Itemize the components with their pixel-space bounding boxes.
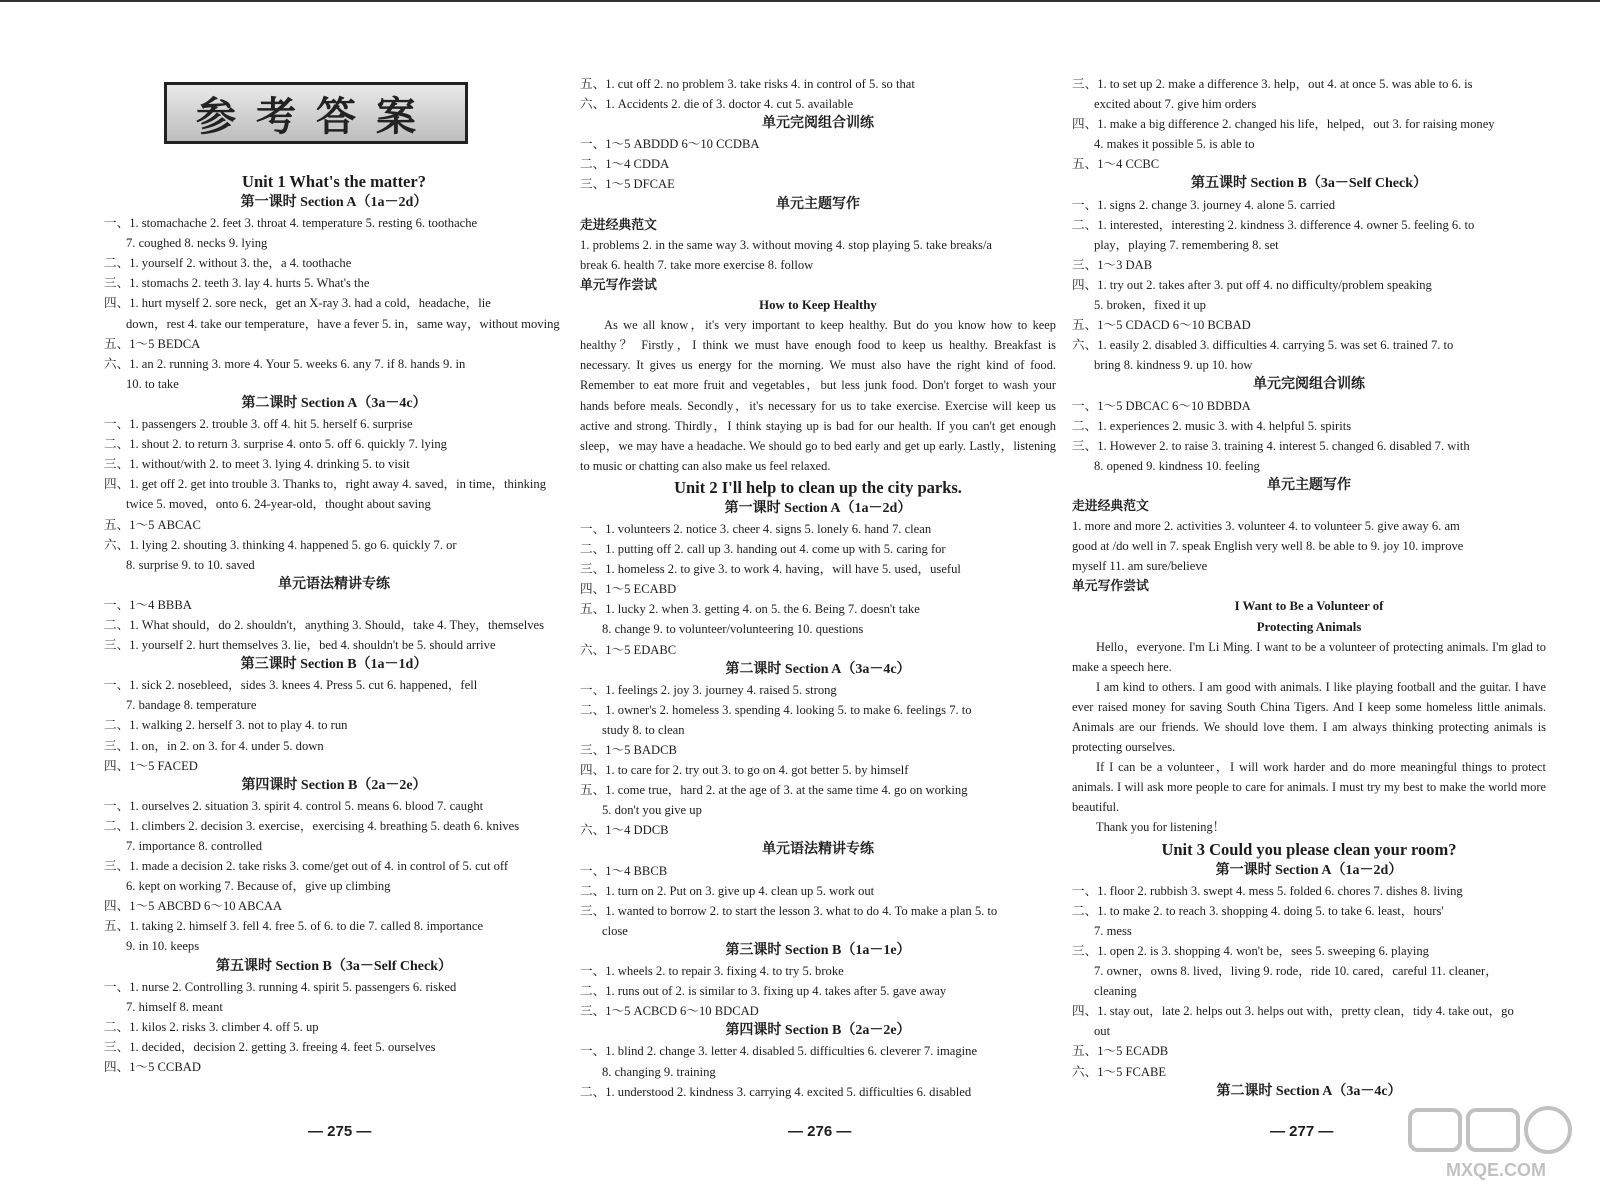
answer-line-continued: out xyxy=(1094,1024,1111,1039)
answer-line-continued: 4. makes it possible 5. is able to xyxy=(1094,137,1255,152)
answer-line: 五、1～5 ECADB xyxy=(1072,1044,1169,1059)
answer-line-continued: 10. to take xyxy=(126,376,179,391)
watermark-text: MXQE.COM xyxy=(1445,1160,1547,1180)
answer-line: 四、1～5 CCBAD xyxy=(104,1060,201,1075)
answer-line: 三、1. However 2. to raise 3. training 4. interest 5. changed 6. disabled 7. with xyxy=(1072,438,1470,453)
answer-line: 六、1. Accidents 2. die of 3. doctor 4. cut 5. available xyxy=(580,97,854,112)
answer-line: 二、1. interested，interesting 2. kindness 3. difference 4. owner 5. feeling 6. to xyxy=(1072,217,1475,232)
answer-line: 二、1. yourself 2. without 3. the，a 4. toothache xyxy=(104,256,352,271)
section-heading: 第二课时 Section A（3a－4c） xyxy=(725,661,911,677)
answer-line: 二、1～4 CDDA xyxy=(580,157,670,172)
answer-line: 一、1. passengers 2. trouble 3. off 4. hit 5. herself 6. surprise xyxy=(104,417,413,432)
section-heading: 单元完阅组合训练 xyxy=(1253,377,1365,393)
answer-line: 一、1. signs 2. change 3. journey 4. alone 5. carried xyxy=(1072,197,1335,212)
section-heading: 第一课时 Section A（1a－2d） xyxy=(1215,862,1403,878)
answer-line: 六、1. an 2. running 3. more 4. Your 5. weeks 6. any 7. if 8. hands 9. in xyxy=(104,356,466,371)
answer-line: 二、1. experiences 2. music 3. with 4. helpful 5. spirits xyxy=(1072,418,1352,433)
answer-line: 四、1. stay out，late 2. helps out 3. helps out with，pretty clean，tidy 4. take out，go xyxy=(1072,1004,1514,1019)
answer-line: 五、1. come true，hard 2. at the age of 3. at the same time 4. go on working xyxy=(580,783,968,798)
answer-line: 三、1～5 ACBCD 6～10 BDCAD xyxy=(580,1004,759,1019)
subsection-label: 单元写作尝试 xyxy=(580,277,657,292)
answer-line-continued: twice 5. moved，onto 6. 24-year-old，thought about saving xyxy=(126,497,431,512)
answer-line-continued: 5. broken，fixed it up xyxy=(1094,298,1206,313)
answer-line: break 6. health 7. take more exercise 8. follow xyxy=(580,257,814,272)
answer-line: 一、1. ourselves 2. situation 3. spirit 4. control 5. means 6. blood 7. caught xyxy=(104,798,484,813)
essay-title: I Want to Be a Volunteer of xyxy=(1234,599,1384,614)
column-page-275 xyxy=(104,74,564,1077)
section-heading: 第四课时 Section B（2a－2e） xyxy=(241,777,427,793)
section-heading: 第一课时 Section A（1a－2d） xyxy=(240,195,428,210)
answer-line: 二、1. understood 2. kindness 3. carrying 4. excited 5. difficulties 6. disabled xyxy=(580,1084,972,1099)
answer-line: 二、1. kilos 2. risks 3. climber 4. off 5. up xyxy=(104,1019,319,1034)
answer-line-continued: down，rest 4. take our temperature，have a fever 5. in，same way，without moving xyxy=(126,316,560,331)
column-page-276 xyxy=(580,74,1056,1102)
section-heading: 第二课时 Section A（3a－4c） xyxy=(1216,1083,1402,1099)
answer-line: 三、1. without/with 2. to meet 3. lying 4. drinking 5. to visit xyxy=(104,457,410,472)
answer-line-continued: 6. kept on working 7. Because of，give up climbing xyxy=(126,879,391,894)
answer-line: 五、1. cut off 2. no problem 3. take risks 4. in control of 5. so that xyxy=(580,77,915,91)
answer-line: 四、1. try out 2. takes after 3. put off 4. no difficulty/problem speaking xyxy=(1072,277,1432,292)
unit-title: Unit 2 I'll help to clean up the city parks. xyxy=(674,477,962,497)
page-number-277: — 277 — xyxy=(1270,1123,1334,1140)
answer-line: 四、1. to care for 2. try out 3. to go on 4. got better 5. by himself xyxy=(580,763,909,778)
essay-paragraph: If I can be a volunteer，I will work harder and do more meaningful things to protect animals. I will ask more people to care for animals. I must try my best to make the world more beautiful. xyxy=(1072,760,1546,815)
answer-line-continued: 7. coughed 8. necks 9. lying xyxy=(126,236,268,251)
answer-line: 三、1. stomachs 2. teeth 3. lay 4. hurts 5. What's the xyxy=(104,276,370,291)
answer-line: 三、1. yourself 2. hurt themselves 3. lie，bed 4. shouldn't be 5. should arrive xyxy=(104,638,496,653)
answer-line-continued: 7. bandage 8. temperature xyxy=(126,698,257,713)
answer-line: 四、1. get off 2. get into trouble 3. Thanks to，right away 4. saved，in time，thinking xyxy=(104,477,547,492)
answer-line: 三、1. homeless 2. to give 3. to work 4. having，will have 5. used，useful xyxy=(580,562,961,577)
answer-line: 1. more and more 2. activities 3. volunteer 4. to volunteer 5. give away 6. am xyxy=(1072,519,1460,534)
answer-line: 二、1. putting off 2. call up 3. handing out 4. come up with 5. caring for xyxy=(580,542,946,557)
essay-paragraph: I am kind to others. I am good with animals. I like playing football and the guitar. I have ever raised money for saving South China Tigers. And I keep some homeless little animals. Animals are our friends. We should love them. I am always thinking protecting animals is protecting ourselves. xyxy=(1072,679,1546,755)
answer-line: good at /do well in 7. speak English very well 8. be able to 9. joy 10. improve xyxy=(1072,539,1464,554)
section-heading: 第五课时 Section B（3a－Self Check） xyxy=(1190,176,1428,192)
answer-line: 一、1. stomachache 2. feet 3. throat 4. temperature 5. resting 6. toothache xyxy=(104,216,478,231)
unit-title: Unit 3 Could you please clean your room? xyxy=(1161,839,1457,859)
essay-body xyxy=(1072,637,1546,838)
answer-line: 二、1. runs out of 2. is similar to 3. fixing up 4. takes after 5. gave away xyxy=(580,984,947,999)
section-heading: 单元主题写作 xyxy=(776,196,860,212)
answer-line-continued: play，playing 7. remembering 8. set xyxy=(1094,237,1279,252)
section-heading: 第三课时 Section B（1a－1d） xyxy=(240,657,428,673)
answer-line: 四、1～5 ABCBD 6～10 ABCAA xyxy=(104,899,283,914)
answer-line: 二、1. turn on 2. Put on 3. give up 4. clean up 5. work out xyxy=(580,883,875,898)
page-number-275: — 275 — xyxy=(308,1123,372,1140)
page-number-276: — 276 — xyxy=(788,1123,852,1140)
answer-line: 六、1～4 DDCB xyxy=(580,823,669,838)
answer-line-continued: 8. opened 9. kindness 10. feeling xyxy=(1094,458,1260,473)
answer-line: 五、1～5 ABCAC xyxy=(104,517,201,532)
answer-line: 一、1. blind 2. change 3. letter 4. disabled 5. difficulties 6. cleverer 7. imagine xyxy=(580,1044,978,1059)
answer-line-continued: cleaning xyxy=(1094,984,1137,999)
essay-body xyxy=(580,315,1056,476)
answer-line-continued: excited about 7. give him orders xyxy=(1094,97,1257,112)
section-heading: 第四课时 Section B（2a－2e） xyxy=(725,1023,911,1039)
answer-line-continued: study 8. to clean xyxy=(602,722,685,737)
essay-paragraph: Hello，everyone. I'm Li Ming. I want to be a volunteer of protecting animals. I'm glad to make a speech here. xyxy=(1072,639,1546,674)
answer-line-continued: 8. change 9. to volunteer/volunteering 10. questions xyxy=(602,622,864,637)
answer-line: 四、1～5 FACED xyxy=(104,758,198,773)
answer-line: 三、1. open 2. is 3. shopping 4. won't be，sees 5. sweeping 6. playing xyxy=(1072,943,1429,958)
essay-title: How to Keep Healthy xyxy=(759,298,877,313)
answer-line-continued: 8. surprise 9. to 10. saved xyxy=(126,557,255,572)
section-heading: 第五课时 Section B（3a－Self Check） xyxy=(215,958,453,974)
answer-line: 一、1. wheels 2. to repair 3. fixing 4. to try 5. broke xyxy=(580,964,844,979)
section-heading: 第三课时 Section B（1a－1e） xyxy=(725,942,911,958)
answer-line: 三、1～3 DAB xyxy=(1072,257,1153,272)
essay-title: Protecting Animals xyxy=(1256,619,1362,634)
watermark-logo xyxy=(1406,1104,1586,1182)
section-heading: 第一课时 Section A（1a－2d） xyxy=(724,500,912,516)
section-heading: 单元完阅组合训练 xyxy=(762,116,874,132)
answer-line: 二、1. to make 2. to reach 3. shopping 4. doing 5. to take 6. least，hours' xyxy=(1072,903,1444,918)
answer-line: 一、1. volunteers 2. notice 3. cheer 4. signs 5. lonely 6. hand 7. clean xyxy=(580,521,932,536)
answer-line-continued: 9. in 10. keeps xyxy=(126,939,200,954)
section-heading: 第二课时 Section A（3a－4c） xyxy=(241,395,427,411)
answer-line: 一、1～4 BBCB xyxy=(580,863,668,878)
answer-line: 二、1. What should，do 2. shouldn't，anything 3. Should，take 4. They，themselves xyxy=(104,617,544,632)
essay-paragraph: As we all know，it's very important to keep healthy. But do you know how to keep healthy？ Firstly，I think we must have enough food to keep us healthy. Breakfast is necessary. It gives us energy for the morning. We must also have the right kind of food. Remember to eat more fruit and vegetables，but less junk food. Don't forget to wash your hands before meals. Secondly，it's necessary for us to take exercise. Exercise will keep us active and strong. Thirdly，I think staying up is bad for our health. If you can't get enough sleep，we may have a headache. We should go to bed early and get up early. Lastly，listening to music or chatting can also make us feel relaxed. xyxy=(580,318,1056,473)
answer-line: 四、1. hurt myself 2. sore neck，get an X-ray 3. had a cold，headache，lie xyxy=(104,296,491,311)
answer-line-continued: 7. mess xyxy=(1094,923,1132,938)
answer-line: 三、1～5 BADCB xyxy=(580,743,677,757)
answer-line-continued: 7. himself 8. meant xyxy=(126,999,223,1014)
answer-line: 1. problems 2. in the same way 3. without moving 4. stop playing 5. take breaks/a xyxy=(580,237,993,252)
answer-line-continued: 5. don't you give up xyxy=(602,803,702,818)
essay-paragraph: Thank you for listening！ xyxy=(1096,820,1226,835)
answer-line: 一、1～5 DBCAC 6～10 BDBDA xyxy=(1072,398,1251,413)
spacer xyxy=(104,74,564,122)
answer-line: 三、1. made a decision 2. take risks 3. come/get out of 4. in control of 5. cut off xyxy=(104,859,509,874)
unit-title: Unit 1 What's the matter? xyxy=(242,172,426,191)
subsection-label: 走进经典范文 xyxy=(1072,498,1149,513)
answer-line: 三、1. to set up 2. make a difference 3. help，out 4. at once 5. was able to 6. is xyxy=(1072,77,1473,91)
answer-line: 五、1. taking 2. himself 3. fell 4. free 5. of 6. to die 7. called 8. importance xyxy=(104,919,484,934)
answer-line: 六、1～5 FCABE xyxy=(1072,1064,1167,1079)
answer-line: 二、1. owner's 2. homeless 3. spending 4. looking 5. to make 6. feelings 7. to xyxy=(580,702,972,717)
answer-line: 四、1～5 ECABD xyxy=(580,582,677,597)
answer-line: 二、1. climbers 2. decision 3. exercise，exercising 4. breathing 5. death 6. knives xyxy=(104,818,520,833)
answer-line-continued: 7. owner，owns 8. lived，living 9. rode，ride 10. cared，careful 11. cleaner， xyxy=(1094,964,1498,979)
subsection-label: 单元写作尝试 xyxy=(1072,579,1149,594)
answer-line: 六、1. lying 2. shouting 3. thinking 4. happened 5. go 6. quickly 7. or xyxy=(104,537,457,552)
answer-line: 三、1. wanted to borrow 2. to start the lesson 3. what to do 4. To make a plan 5. to xyxy=(580,903,998,918)
answer-line: 五、1～5 CDACD 6～10 BCBAD xyxy=(1072,318,1251,333)
answer-line: 五、1～4 CCBC xyxy=(1072,157,1160,172)
answer-line: 六、1～5 EDABC xyxy=(580,642,677,657)
answer-line: 六、1. easily 2. disabled 3. difficulties 4. carrying 5. was set 6. trained 7. to xyxy=(1072,338,1454,353)
section-heading: 单元主题写作 xyxy=(1267,477,1351,493)
answer-line: 一、1. feelings 2. joy 3. journey 4. raised 5. strong xyxy=(580,682,837,697)
answer-line: 三、1. on，in 2. on 3. for 4. under 5. down xyxy=(104,738,324,753)
answer-line: 一、1. floor 2. rubbish 3. swept 4. mess 5. folded 6. chores 7. dishes 8. living xyxy=(1072,883,1463,898)
section-heading: 单元语法精讲专练 xyxy=(278,576,390,592)
answer-line: 五、1～5 BEDCA xyxy=(104,336,201,351)
answer-line-continued: 7. importance 8. controlled xyxy=(126,839,263,853)
column-page-277 xyxy=(1072,74,1546,1102)
answer-line: 二、1. walking 2. herself 3. not to play 4. to run xyxy=(104,718,348,733)
answer-line-continued: bring 8. kindness 9. up 10. how xyxy=(1094,358,1253,373)
answer-line: 一、1～4 BBBA xyxy=(104,597,192,612)
answer-line: 三、1. decided，decision 2. getting 3. freeing 4. feet 5. ourselves xyxy=(104,1039,436,1054)
answer-line: 二、1. shout 2. to return 3. surprise 4. onto 5. off 6. quickly 7. lying xyxy=(104,437,447,452)
answer-line: myself 11. am sure/believe xyxy=(1072,559,1208,574)
answer-line: 四、1. make a big difference 2. changed his life，helped，out 3. for raising money xyxy=(1072,117,1495,132)
answer-line: 一、1. nurse 2. Controlling 3. running 4. spirit 5. passengers 6. risked xyxy=(104,979,457,994)
answer-line: 三、1～5 DFCAE xyxy=(580,177,675,192)
banner-title: 参考答案 xyxy=(196,93,436,140)
answer-line-continued: 8. changing 9. training xyxy=(602,1064,716,1079)
answer-line: 五、1. lucky 2. when 3. getting 4. on 5. the 6. Being 7. doesn't take xyxy=(580,602,920,617)
section-heading: 单元语法精讲专练 xyxy=(762,842,874,858)
page-top-border xyxy=(0,0,1600,2)
answer-line: 一、1. sick 2. nosebleed，sides 3. knees 4. Press 5. cut 6. happened，fell xyxy=(104,678,478,693)
answer-line: 一、1～5 ABDDD 6～10 CCDBA xyxy=(580,137,760,152)
spacer xyxy=(104,122,564,170)
answer-line-continued: close xyxy=(602,923,628,938)
subsection-label: 走进经典范文 xyxy=(580,217,657,232)
